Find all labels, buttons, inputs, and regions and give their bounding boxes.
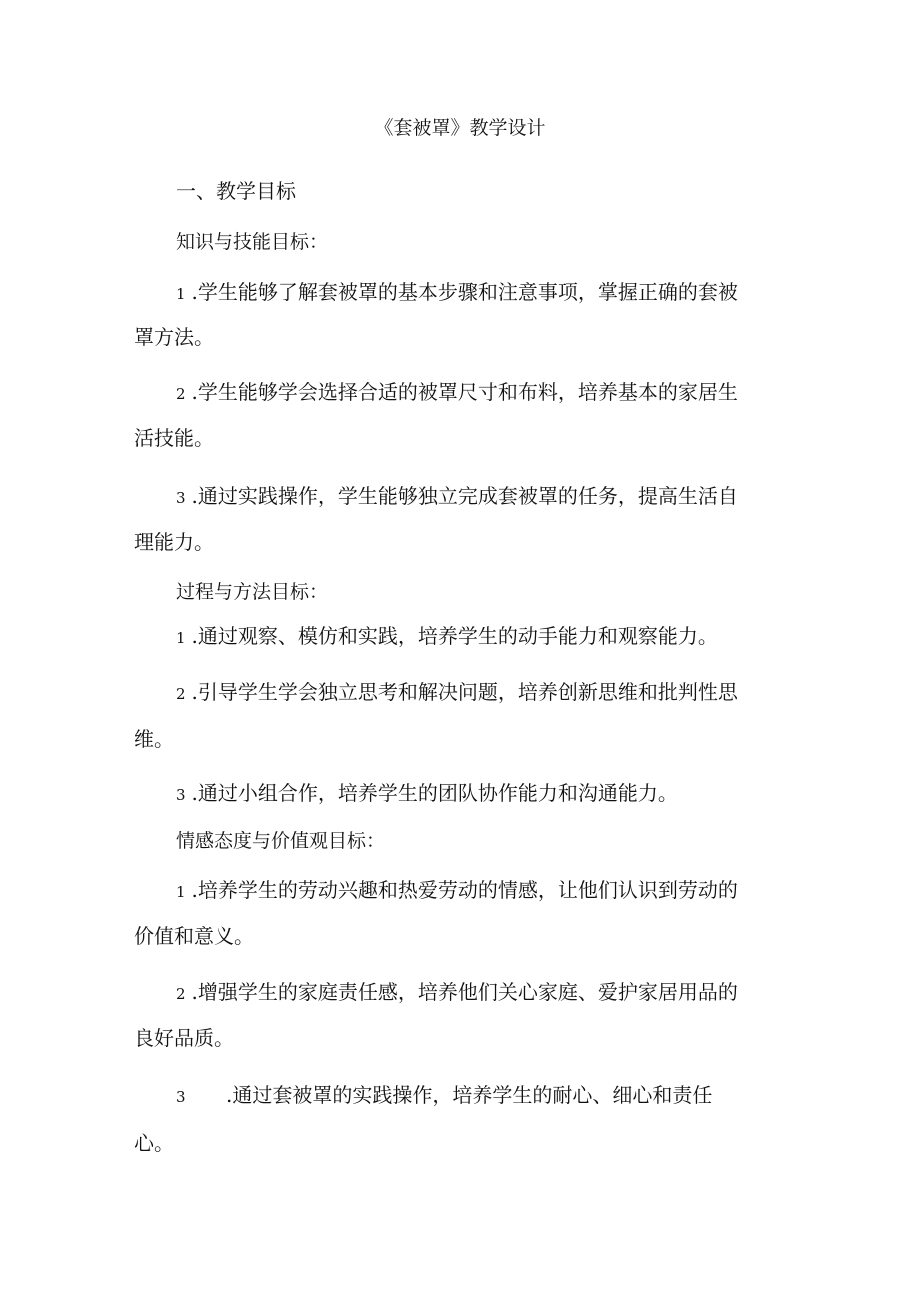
item-number: 2: [176, 985, 186, 1003]
item-number: 2: [176, 685, 186, 703]
knowledge-item-2-continuation: 活技能。: [134, 426, 214, 450]
emotion-item-2: [176, 980, 738, 1006]
item-number: 3: [176, 489, 186, 507]
knowledge-item-3: [176, 484, 738, 510]
item-text: .通过实践操作，学生能够独立完成套被罩的任务，提高生活自: [191, 484, 738, 508]
item-text: .引导学生学会独立思考和解决问题，培养创新思维和批判性思: [191, 680, 738, 704]
knowledge-item-1-continuation: 罩方法。: [134, 325, 214, 349]
process-item-2: [176, 680, 738, 706]
document-title: 《套被罩》教学设计: [374, 117, 546, 139]
emotion-item-1-continuation: 价值和意义。: [134, 924, 254, 948]
item-number: 2: [176, 385, 186, 403]
item-text: .学生能够了解套被罩的基本步骤和注意事项，掌握正确的套被: [191, 280, 738, 304]
item-text: .增强学生的家庭责任感，培养他们关心家庭、爱护家居用品的: [191, 980, 738, 1004]
emotion-item-3-continuation: 心。: [134, 1131, 174, 1155]
subheading-process-methods: 过程与方法目标：: [176, 581, 329, 603]
item-number: 1: [176, 285, 186, 303]
item-number: 3: [176, 786, 186, 804]
item-text: .通过观察、模仿和实践，培养学生的动手能力和观察能力。: [191, 624, 718, 648]
emotion-item-2-continuation: 良好品质。: [134, 1026, 234, 1050]
emotion-item-1: [176, 878, 738, 904]
process-item-2-continuation: 维。: [134, 727, 174, 751]
subheading-emotion-values: 情感态度与价值观目标：: [176, 830, 386, 852]
item-text: .培养学生的劳动兴趣和热爱劳动的情感，让他们认识到劳动的: [191, 878, 738, 902]
item-number: 3: [176, 1088, 186, 1106]
knowledge-item-2: [176, 380, 738, 406]
item-number: 1: [176, 629, 186, 647]
item-text: .通过小组合作，培养学生的团队协作能力和沟通能力。: [191, 781, 678, 805]
knowledge-item-3-continuation: 理能力。: [134, 530, 214, 554]
process-item-1: [176, 624, 718, 650]
item-number: 1: [176, 883, 186, 901]
process-item-3: [176, 781, 678, 807]
item-text: .学生能够学会选择合适的被罩尺寸和布料，培养基本的家居生: [191, 380, 738, 404]
section-heading-teaching-goals: 一、教学目标: [176, 179, 296, 203]
emotion-item-3: [176, 1083, 712, 1109]
knowledge-item-1: [176, 280, 738, 306]
subheading-knowledge-skills: 知识与技能目标：: [176, 231, 329, 253]
item-text: .通过套被罩的实践操作，培养学生的耐心、细心和责任: [226, 1083, 713, 1107]
